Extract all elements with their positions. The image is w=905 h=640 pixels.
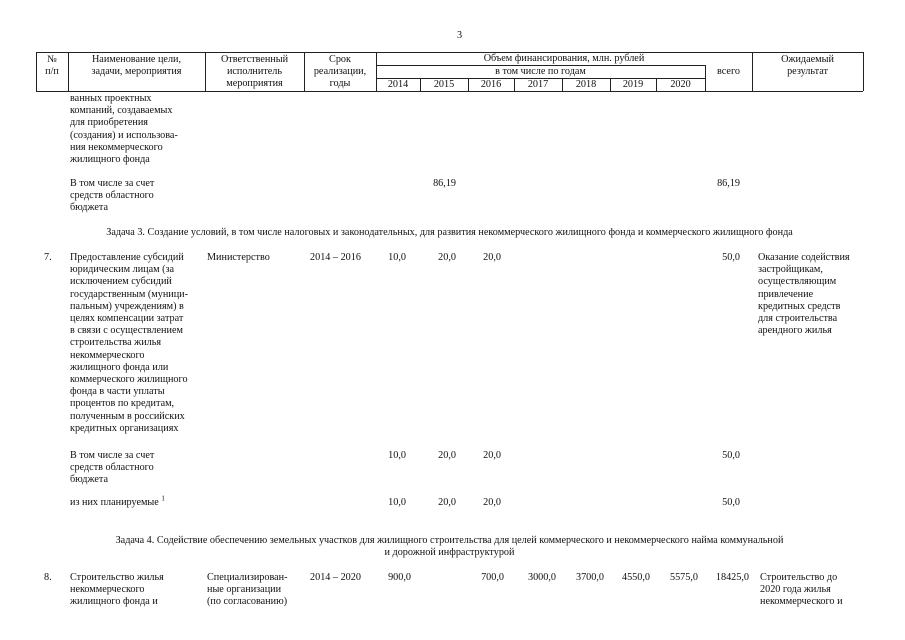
header-term: Срок реализации, годы — [313, 54, 367, 90]
header-year-2019: 2019 — [622, 79, 644, 90]
row-8-2020: 5575,0 — [669, 572, 698, 583]
header-total: всего — [717, 66, 740, 77]
header-num: № п/п — [45, 54, 59, 78]
header-border-right — [863, 52, 864, 91]
row-8-name: Строительство жилья некоммерческого жилищного фонда и — [70, 572, 164, 608]
continued-description: ванных проектных компаний, создаваемых для приобретения (создания) и использова- ния некоммерческого жилищного фонда — [70, 93, 178, 166]
header-year-2017: 2017 — [527, 79, 549, 90]
header-year-2014: 2014 — [387, 79, 409, 90]
task-3-heading: Задача 3. Создание условий, в том числе налоговых и законодательных, для развития некоммерческого жилищного фонда и коммерческого жилищного фонда — [106, 227, 793, 238]
row-7-oblast-total: 50,0 — [722, 450, 740, 461]
header-executor: Ответственный исполнитель мероприятия — [220, 54, 289, 90]
row-7-planned-2015: 20,0 — [438, 497, 456, 508]
continued-oblast-label: В том числе за счет средств областного бюджета — [70, 178, 155, 214]
continued-oblast-total: 86,19 — [717, 178, 740, 189]
row-7-name: Предоставление субсидий юридическим лицам (за исключением субсидий государственным (муници- пальным) учреждениям) в целях компенсации затрат в связи с осуществлением строительства жилья некоммерческого жилищного фонда или коммерческого жилищного фонда в части уплаты процентов по кредитам, полученным в российских кредитных организациях — [70, 252, 189, 434]
row-7-oblast-2015: 20,0 — [438, 450, 456, 461]
header-year-2016: 2016 — [480, 79, 502, 90]
row-7-oblast-2014: 10,0 — [388, 450, 406, 461]
header-year-2020: 2020 — [670, 79, 691, 90]
row-8-result: Строительство до 2020 года жилья некоммерческого и — [760, 572, 843, 608]
row-7-planned-2016: 20,0 — [483, 497, 501, 508]
header-name: Наименование цели, задачи, мероприятия — [91, 54, 182, 78]
row-8-number: 8. — [44, 572, 52, 583]
row-8-term: 2014 – 2020 — [310, 572, 361, 583]
row-7-executor: Министерство — [207, 252, 270, 263]
header-financing: Объем финансирования, млн. рублей — [483, 53, 645, 64]
row-7-planned-total: 50,0 — [722, 497, 740, 508]
header-result: Ожидаемый результат — [781, 54, 834, 78]
row-7-total: 50,0 — [722, 252, 740, 263]
task-4-heading: Задача 4. Содействие обеспечению земельных участков для жилищного строительства для целей коммерческого и некоммерческого найма коммунальной и дорожной инфраструктурой — [115, 535, 784, 559]
header-year-2015: 2015 — [433, 79, 455, 90]
page-number: 3 — [457, 30, 463, 41]
row-7-2014: 10,0 — [388, 252, 406, 263]
header-year-2018: 2018 — [575, 79, 597, 90]
row-8-2019: 4550,0 — [621, 572, 650, 583]
row-7-planned-label: из них планируемые $^1$ — [70, 494, 165, 508]
row-8-2014: 900,0 — [388, 572, 411, 583]
row-7-2016: 20,0 — [483, 252, 501, 263]
row-8-2016: 700,0 — [481, 572, 504, 583]
row-7-oblast-label: В том числе за счет средств областного бюджета — [70, 450, 155, 486]
row-7-planned-2014: 10,0 — [388, 497, 406, 508]
row-7-oblast-2016: 20,0 — [483, 450, 501, 461]
row-8-2018: 3700,0 — [575, 572, 604, 583]
row-8-2017: 3000,0 — [527, 572, 556, 583]
row-8-executor: Специализирован- ные организации (по согласованию) — [207, 572, 288, 608]
row-7-2015: 20,0 — [438, 252, 456, 263]
row-7-term: 2014 – 2016 — [310, 252, 361, 263]
footnote-marker: 1 — [161, 494, 165, 503]
row-8-total: 18425,0 — [715, 572, 749, 583]
continued-oblast-2015: 86,19 — [433, 178, 456, 189]
header-years-group: в том числе по годам — [495, 66, 586, 77]
row-7-number: 7. — [44, 252, 52, 263]
row-7-result: Оказание содействия застройщикам, осуществляющим привлечение кредитных средств для строительства арендного жилья — [758, 252, 850, 337]
